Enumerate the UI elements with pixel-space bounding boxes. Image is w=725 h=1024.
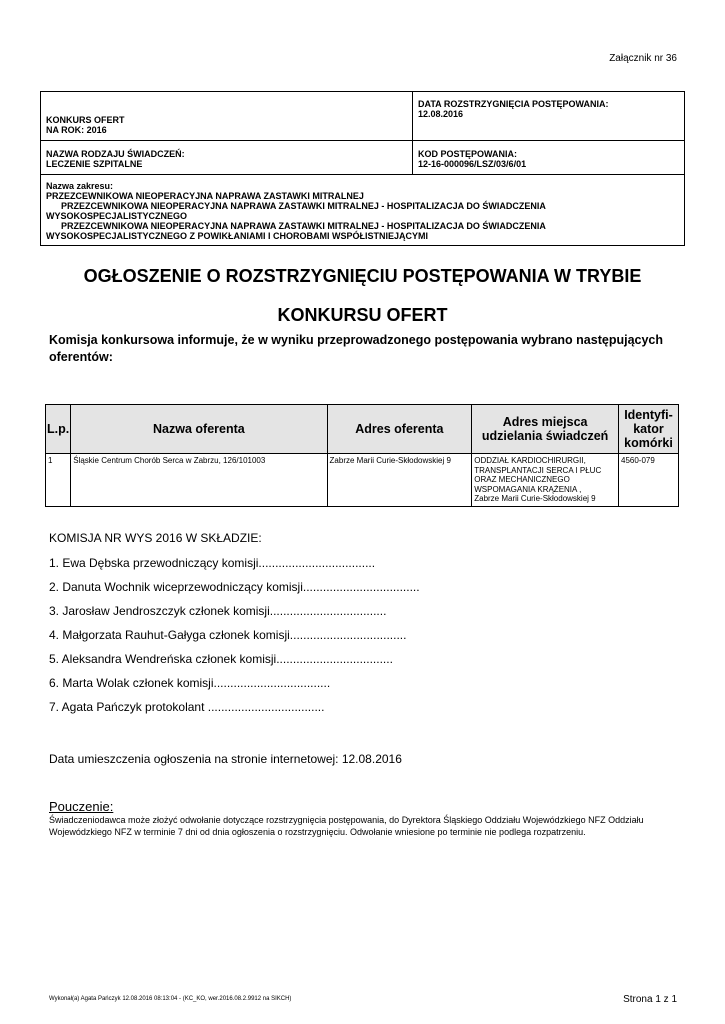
procedure-code-label: KOD POSTĘPOWANIA:	[418, 149, 518, 159]
selected-offerors-table	[45, 404, 679, 507]
scope-line: PRZEZCEWNIKOWA NIEOPERACYJNA NAPRAWA ZASTAWKI MITRALNEJ	[46, 191, 364, 201]
place-line: TRANSPLANTACJI SERCA I PŁUC	[474, 465, 602, 475]
cell-name: Śląskie Centrum Chorób Serca w Zabrzu, 126/101003	[71, 454, 327, 507]
service-type-label: NAZWA RODZAJU ŚWIADCZEŃ:	[46, 149, 185, 159]
scope-line: PRZEZCEWNIKOWA NIEOPERACYJNA NAPRAWA ZASTAWKI MITRALNEJ - HOSPITALIZACJA DO ŚWIADCZENIA	[61, 221, 546, 231]
list-item: 2. Danuta Wochnik wiceprzewodniczący komisji...................................	[49, 580, 420, 594]
place-line: ODDZIAŁ KARDIOCHIRURGII,	[474, 456, 586, 465]
table-header-row	[46, 405, 679, 454]
header-row-scope	[41, 175, 684, 245]
notice-heading: Pouczenie:	[49, 799, 114, 814]
contest-cell	[41, 92, 413, 140]
list-item: 7. Agata Pańczyk protokolant ...................................	[49, 700, 325, 714]
list-item: 6. Marta Wolak członek komisji...................................	[49, 676, 331, 690]
header-row-contest	[41, 92, 684, 141]
col-header-name: Nazwa oferenta	[71, 405, 327, 454]
decision-date-label: DATA ROZSTRZYGNIĘCIA POSTĘPOWANIA:	[418, 99, 609, 109]
publication-date: Data umieszczenia ogłoszenia na stronie internetowej: 12.08.2016	[49, 752, 402, 766]
contest-label: KONKURS OFERT	[46, 115, 125, 125]
table-row	[46, 454, 679, 507]
scope-line: PRZEZCEWNIKOWA NIEOPERACYJNA NAPRAWA ZASTAWKI MITRALNEJ - HOSPITALIZACJA DO ŚWIADCZENIA	[61, 201, 546, 211]
col-header-id: Identyfi-kator komórki	[619, 405, 679, 454]
list-item: 5. Aleksandra Wendreńska członek komisji...................................	[49, 652, 393, 666]
document-title-line2: KONKURSU OFERT	[277, 305, 448, 325]
list-item: 1. Ewa Dębska przewodniczący komisji...................................	[49, 556, 376, 570]
cell-place	[472, 454, 619, 507]
cell-id: 4560-079	[619, 454, 679, 507]
service-type: LECZENIE SZPITALNE	[46, 159, 143, 169]
col-header-address: Adres oferenta	[327, 405, 472, 454]
commission-members	[49, 556, 420, 724]
decision-date: 12.08.2016	[418, 109, 464, 119]
procedure-code: 12-16-000096/LSZ/03/6/01	[418, 159, 527, 169]
notice-text: Świadczeniodawca może złożyć odwołanie dotyczące rozstrzygnięcia postępowania, do Dyrektora Śląskiego Oddziału Wojewódzkiego NFZ Oddziału Wojewódzkiego NFZ w terminie 7 dni od dnia ogłoszenia o rozstrzygnięciu. Odwołanie wniesione po terminie nie podlega rozpatrzeniu.	[49, 815, 644, 837]
cell-address: Zabrze Marii Curie-Skłodowskiej 9	[327, 454, 472, 507]
service-type-cell	[41, 141, 413, 174]
page-number: Strona 1 z 1	[623, 994, 677, 1005]
place-line: WSPOMAGANIA KRĄŻENIA ,	[474, 484, 582, 494]
scope-cell	[41, 175, 551, 245]
procedure-header	[40, 91, 685, 246]
decision-date-cell	[413, 92, 684, 140]
commission-title: KOMISJA NR WYS 2016 W SKŁADZIE:	[49, 531, 262, 545]
procedure-code-cell	[413, 141, 684, 174]
intro-text: Komisja konkursowa informuje, że w wyniku przeprowadzonego postępowania wybrano następujących oferentów:	[49, 333, 664, 364]
place-line: Zabrze Marii Curie-Skłodowskiej 9	[474, 494, 596, 503]
scope-line: WYSOKOSPECJALISTYCZNEGO	[46, 211, 188, 221]
scope-label: Nazwa zakresu:	[46, 181, 114, 191]
col-header-lp: L.p.	[46, 405, 71, 454]
cell-lp: 1	[46, 454, 71, 507]
contest-year: NA ROK: 2016	[46, 125, 107, 135]
place-line: ORAZ MECHANICZNEGO	[474, 475, 570, 484]
footer-author: Wykonał(a) Agata Pańczyk 12.08.2016 08:13:04 - (KC_KO, wer.2016.08.2.9912 na SIKCH)	[49, 996, 292, 1002]
list-item: 3. Jarosław Jendroszczyk członek komisji...................................	[49, 604, 387, 618]
col-header-place: Adres miejsca udzielania świadczeń	[472, 405, 619, 454]
annex-number: Załącznik nr 36	[609, 53, 677, 64]
scope-line: WYSOKOSPECJALISTYCZNEGO Z POWIKŁANIAMI I CHOROBAMI WSPÓŁISTNIEJĄCYMI	[46, 231, 429, 241]
document-title-line1: OGŁOSZENIE O ROZSTRZYGNIĘCIU POSTĘPOWANIA W TRYBIE	[83, 266, 642, 286]
header-row-service	[41, 141, 684, 175]
list-item: 4. Małgorzata Rauhut-Gałyga członek komisji...................................	[49, 628, 407, 642]
